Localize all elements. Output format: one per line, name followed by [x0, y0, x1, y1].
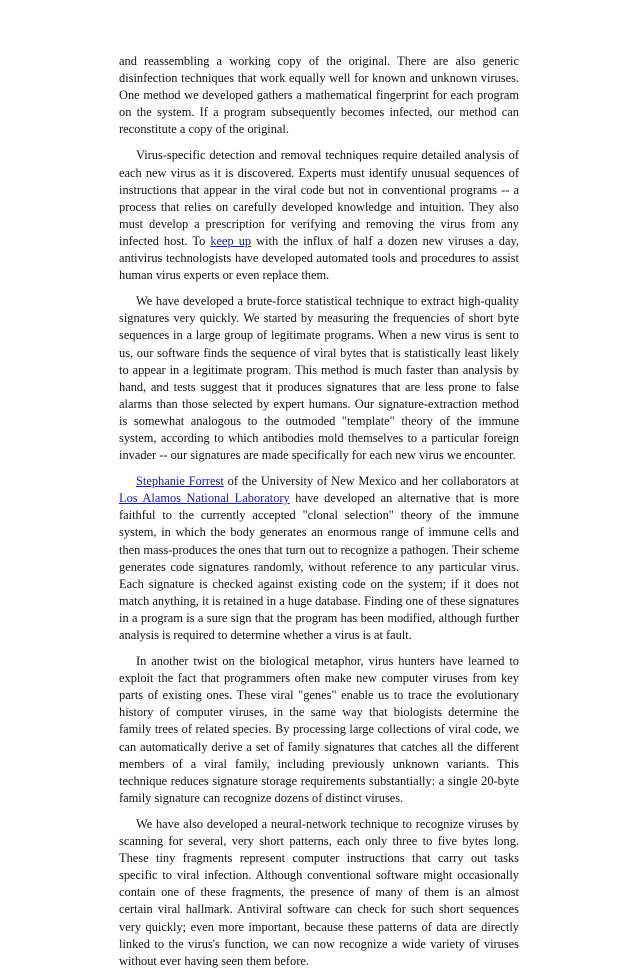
paragraph-clonal-selection [119, 473, 519, 644]
keep-up-link[interactable]: keep up [210, 233, 252, 248]
paragraph-viral-genes [119, 653, 519, 807]
paragraph-text: Virus-specific detection and removal techniques require detailed analysis of each new virus as it is discovered. Experts must identify unusual sequences of instructions that appear in the viral code but not in conventional programs -- a process that relies on carefully developed knowledge and intuition. They also must develop a prescription for verifying and removing the virus from any infected host. To [119, 148, 519, 248]
article-body [119, 53, 519, 979]
paragraph-text: have developed an alternative that is more faithful to the currently accepted "clonal selection" theory of the immune system, in which the body generates an enormous range of immune cells and then mass-produces the ones that turn out to recognize a pathogen. Their scheme generates code signatures randomly, without reference to any particular virus. Each signature is checked against existing code on the system; if it does not match anything, it is retained in a huge database. Finding one of these signatures in a program is a sure sign that the program has been modified, although further analysis is required to determine whether a virus is at fault. [119, 491, 519, 642]
paragraph-text: and reassembling a working copy of the original. There are also generic disinfection techniques that work equally well for known and unknown viruses. One method we developed gathers a mathematical fingerprint for each program on the system. If a program subsequently becomes infected, our method can reconstitute a copy of the original. [119, 54, 519, 137]
paragraph-text: of the University of New Mexico and her collaborators at [223, 474, 520, 489]
los-alamos-link[interactable]: Los Alamos National Laboratory [119, 491, 290, 506]
paragraph-neural-network [119, 816, 519, 970]
paragraph-text: We have developed a brute-force statistical technique to extract high-quality signatures very quickly. We started by measuring the frequencies of short byte sequences in a large group of legitimate programs. When a new virus is sent to us, our software finds the sequence of viral bytes that is statistically least likely to appear in a legitimate program. This method is much faster than analysis by hand, and tests suggest that it produces signatures that are less prone to false alarms than those selected by expert humans. Our signature-extraction method is somewhat analogous to the outmoded "template" theory of the immune system, according to which antibodies mold themselves to a particular foreign invader -- our signatures are made specifically for each new virus we encounter. [119, 294, 519, 463]
paragraph-text: with the influx of half a dozen new viruses a day, antivirus technologists have developed automated tools and procedures to assist human virus experts or even replace them. [119, 233, 519, 283]
paragraph-continuation [119, 53, 519, 138]
paragraph-brute-force-technique [119, 293, 519, 464]
paragraph-text: In another twist on the biological metaphor, virus hunters have learned to exploit the fact that programmers often make new computer viruses from key parts of existing ones. These viral "genes" enable us to trace the evolutionary history of computer viruses, in the same way that biologists determine the family trees of related species. By processing large collections of viral code, we can automatically derive a set of family signatures that catches all the different members of a viral family, including previously unknown variants. This technique reduces signature storage requirements substantially: a single 20-byte family signature can recognize dozens of distinct viruses. [119, 654, 519, 805]
paragraph-text: We have also developed a neural-network technique to recognize viruses by scanning for several, very short patterns, each only three to five bytes long. These tiny fragments represent computer instructions that carry out tasks specific to viral infection. Although conventional software might occasionally contain one of these fragments, the presence of many of them is an almost certain viral hallmark. Antiviral software can check for such short sequences very quickly; even more important, because these patterns of data are directly linked to the virus's function, we can now recognize a wide variety of viruses without ever having seen them before. [119, 816, 519, 968]
stephanie-forrest-link[interactable]: Stephanie Forrest [136, 474, 224, 489]
paragraph-virus-specific-detection [119, 147, 519, 284]
